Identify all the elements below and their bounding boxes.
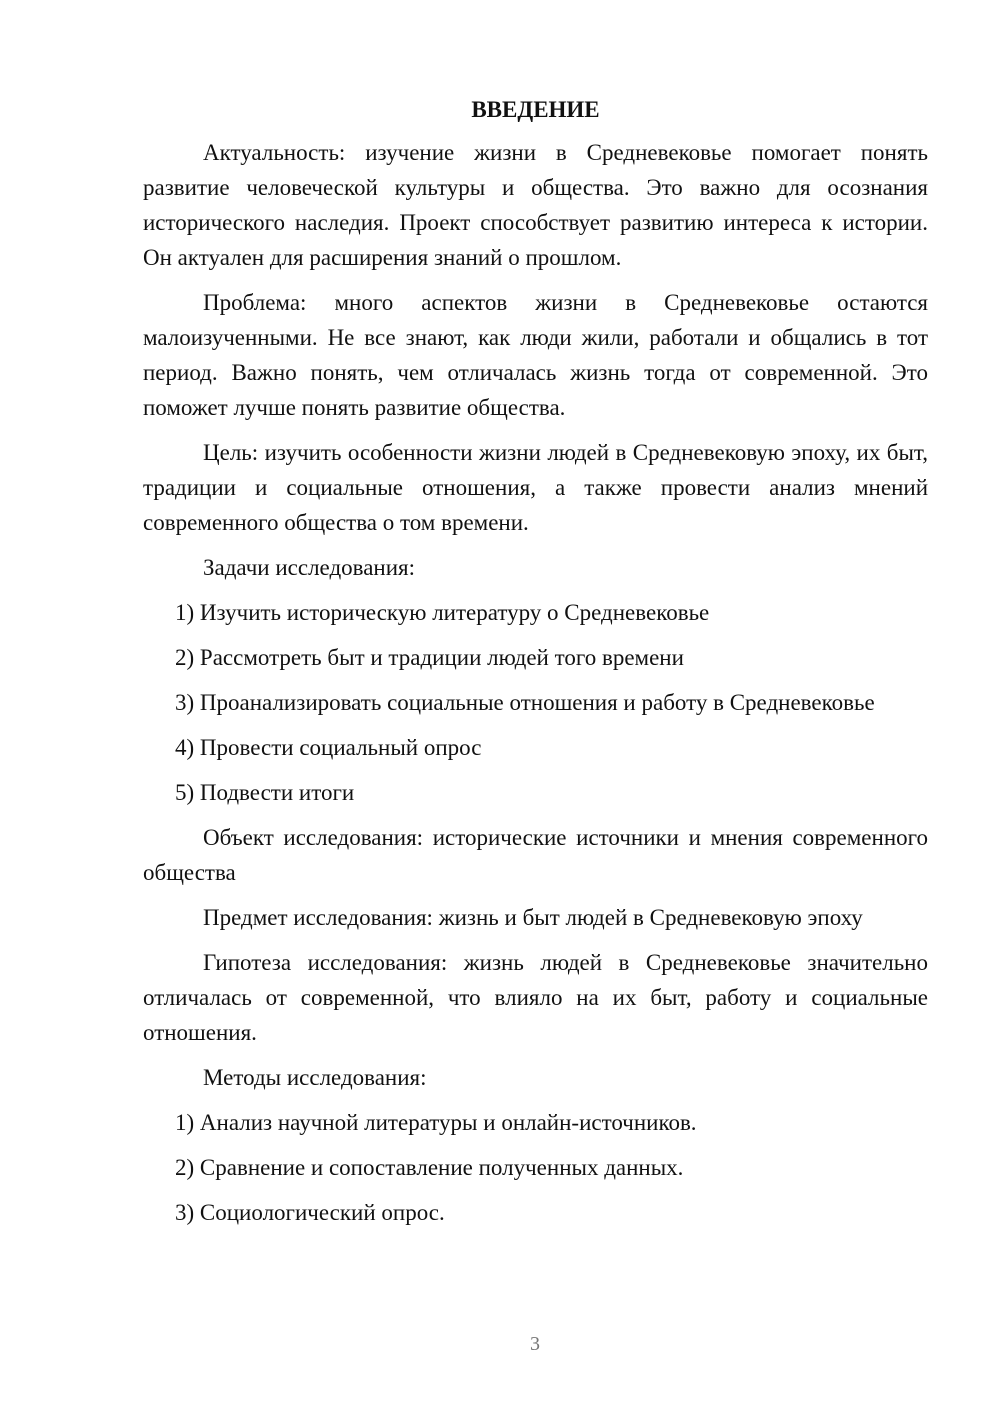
page-content (143, 92, 928, 1240)
task-item: 2) Рассмотреть быт и традиции людей того времени (175, 645, 684, 670)
methods-heading: Методы исследования: (203, 1065, 427, 1090)
object-paragraph: Объект исследования: исторические источники и мнения современного общества (143, 825, 928, 885)
hypothesis-paragraph: Гипотеза исследования: жизнь людей в Средневековье значительно отличалась от современной, что влияло на их быт, работу и социальные отношения. (143, 950, 928, 1045)
task-item: 5) Подвести итоги (175, 780, 355, 805)
section-title: ВВЕДЕНИЕ (471, 97, 600, 122)
relevance-paragraph: Актуальность: изучение жизни в Средневековье помогает понять развитие человеческой культуры и общества. Это важно для осознания исторического наследия. Проект способствует развитию интереса к истории. Он актуален для расширения знаний о прошлом. (143, 140, 928, 270)
tasks-heading: Задачи исследования: (203, 555, 416, 580)
method-item: 2) Сравнение и сопоставление полученных данных. (175, 1155, 684, 1180)
page-number: 3 (530, 1333, 540, 1355)
method-item: 1) Анализ научной литературы и онлайн-источников. (175, 1110, 697, 1135)
task-item: 1) Изучить историческую литературу о Средневековье (175, 600, 710, 625)
subject-paragraph: Предмет исследования: жизнь и быт людей в Средневековую эпоху (203, 905, 863, 930)
task-item: 3) Проанализировать социальные отношения и работу в Средневековье (175, 690, 875, 715)
goal-paragraph: Цель: изучить особенности жизни людей в Средневековую эпоху, их быт, традиции и социальные отношения, а также провести анализ мнений современного общества о том времени. (143, 440, 928, 535)
task-item: 4) Провести социальный опрос (175, 735, 482, 760)
method-item: 3) Социологический опрос. (175, 1200, 445, 1225)
problem-paragraph: Проблема: много аспектов жизни в Средневековье остаются малоизученными. Не все знают, как люди жили, работали и общались в тот период. Важно понять, чем отличалась жизнь тогда от современной. Это поможет лучше понять развитие общества. (143, 290, 928, 420)
